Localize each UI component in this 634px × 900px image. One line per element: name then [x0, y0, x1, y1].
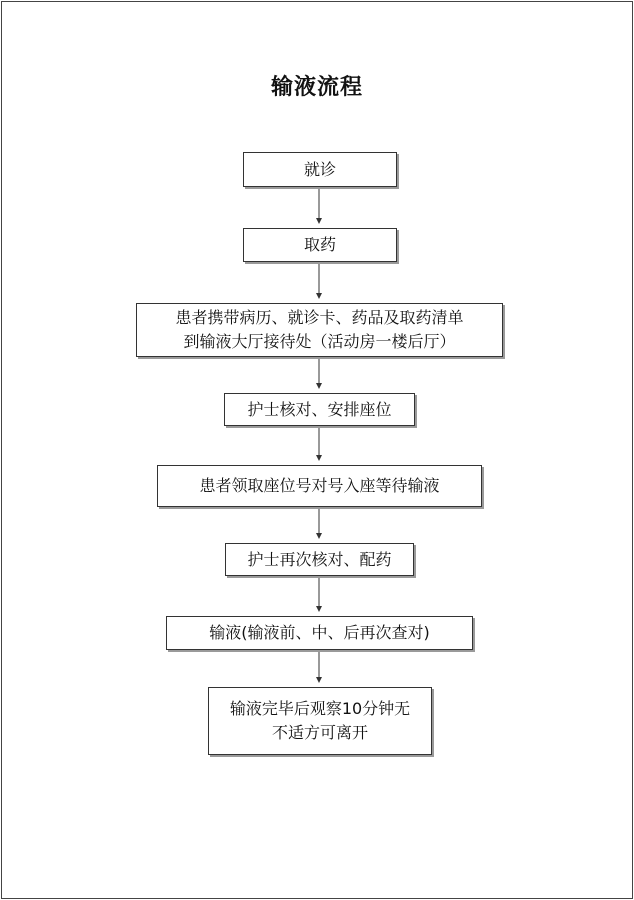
step-4-label: 护士核对、安排座位 — [247, 399, 392, 419]
step-8-label-line-2: 不适方可离开 — [271, 723, 368, 742]
step-1-label: 就诊 — [303, 159, 336, 179]
step-6-box — [225, 543, 414, 576]
step-1-box — [243, 152, 397, 187]
step-8-label-line-1: 输液完毕后观察10分钟无 — [229, 699, 411, 718]
step-3-label-line-2: 到输液大厅接待处（活动房一楼后厅） — [183, 332, 456, 351]
step-5-box — [157, 465, 482, 507]
step-7-box — [166, 616, 473, 650]
step-7-label: 输液(输液前、中、后再次查对) — [209, 623, 430, 642]
step-6-label: 护士再次核对、配药 — [247, 549, 392, 569]
step-2-label: 取药 — [303, 235, 336, 254]
step-3-label-line-1: 患者携带病历、就诊卡、药品及取药清单 — [175, 308, 464, 327]
step-8-box — [208, 687, 432, 755]
step-4-box — [224, 393, 415, 426]
step-5-label: 患者领取座位号对号入座等待输液 — [199, 476, 440, 495]
step-2-box — [243, 228, 397, 262]
page-title: 输液流程 — [270, 75, 363, 100]
step-3-box — [136, 303, 503, 357]
